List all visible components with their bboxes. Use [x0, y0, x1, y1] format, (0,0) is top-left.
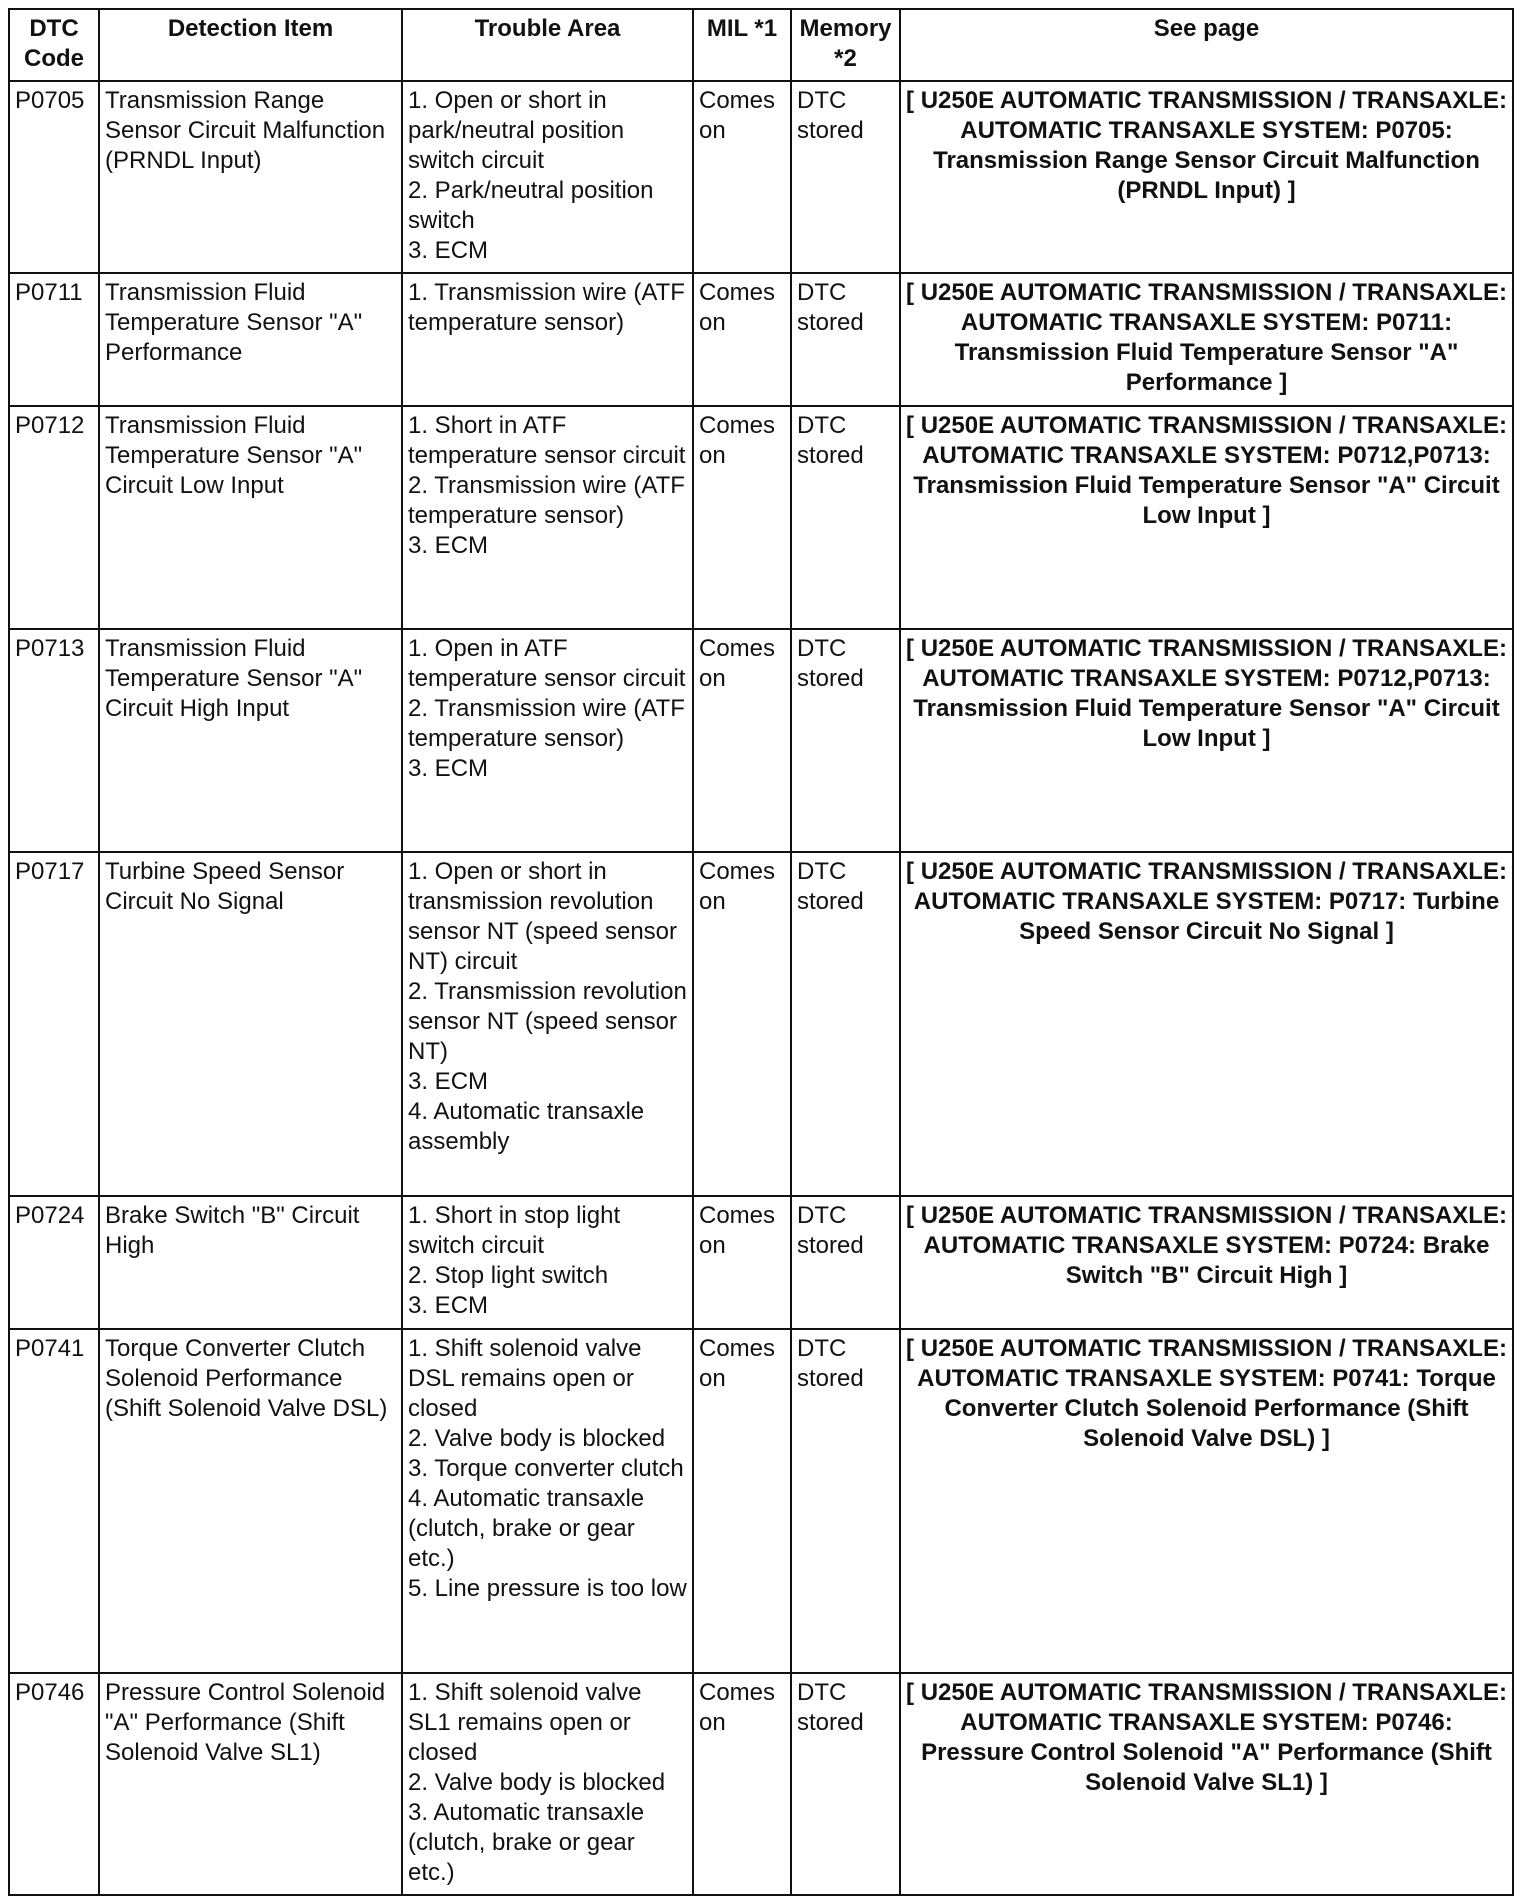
table-row	[9, 81, 1513, 273]
dtc-code-cell: P0711	[9, 273, 99, 406]
trouble-area-line: 1. Open or short in park/neutral position switch circuit	[408, 87, 625, 174]
trouble-area-cell	[402, 273, 693, 406]
trouble-area-line: 1. Open or short in transmission revolution sensor NT (speed sensor	[408, 858, 678, 945]
header-trouble-area: Trouble Area	[402, 9, 693, 81]
table-row	[9, 629, 1513, 852]
trouble-area-line: 2. Park/neutral position switch	[408, 177, 654, 234]
see-page-cell: [ U250E AUTOMATIC TRANSMISSION / TRANSAXLE: AUTOMATIC TRANSAXLE SYSTEM: P0712,P0713: Transmission Fluid Temperature Sensor "A" Circuit Low Input ]	[900, 406, 1513, 629]
detection-item-cell: Brake Switch "B" Circuit High	[99, 1196, 402, 1329]
memory-cell: DTC stored	[791, 1673, 900, 1895]
dtc-code-cell: P0712	[9, 406, 99, 629]
mil-cell: Comes on	[693, 1673, 791, 1895]
trouble-area-line: 1. Short in stop light switch circuit	[408, 1202, 621, 1259]
mil-cell: Comes on	[693, 1329, 791, 1673]
detection-item-cell: Transmission Fluid Temperature Sensor "A" Performance	[99, 273, 402, 406]
trouble-area-line: 1. Shift solenoid valve DSL remains open or closed	[408, 1335, 642, 1422]
see-page-cell: [ U250E AUTOMATIC TRANSMISSION / TRANSAXLE: AUTOMATIC TRANSAXLE SYSTEM: P0717: Turbine Speed Sensor Circuit No Signal ]	[900, 852, 1513, 1196]
header-memory-line-2: *2	[834, 45, 857, 72]
memory-cell: DTC stored	[791, 1329, 900, 1673]
trouble-area-cell	[402, 406, 693, 629]
dtc-table	[8, 8, 1514, 1896]
trouble-area-line: 3. ECM	[408, 532, 489, 559]
dtc-code-cell: P0741	[9, 1329, 99, 1673]
detection-item-cell: Pressure Control Solenoid "A" Performance (Shift Solenoid Valve SL1)	[99, 1673, 402, 1895]
trouble-area-line: NT) circuit	[408, 948, 518, 975]
table-row	[9, 1673, 1513, 1895]
trouble-area-line: 2. Transmission wire (ATF temperature sensor)	[408, 695, 685, 752]
trouble-area-line: 2. Stop light switch	[408, 1262, 609, 1289]
trouble-area-cell	[402, 629, 693, 852]
detection-item-cell: Torque Converter Clutch Solenoid Performance (Shift Solenoid Valve DSL)	[99, 1329, 402, 1673]
see-page-cell: [ U250E AUTOMATIC TRANSMISSION / TRANSAXLE: AUTOMATIC TRANSAXLE SYSTEM: P0746: Pressure Control Solenoid "A" Performance (Shift Solenoid Valve SL1) ]	[900, 1673, 1513, 1895]
memory-cell: DTC stored	[791, 273, 900, 406]
trouble-area-line: 3. ECM	[408, 237, 489, 264]
trouble-area-cell	[402, 1196, 693, 1329]
dtc-code-cell: P0724	[9, 1196, 99, 1329]
header-row	[9, 9, 1513, 81]
trouble-area-line: 4. Automatic transaxle (clutch, brake or gear etc.)	[408, 1485, 645, 1572]
see-page-cell: [ U250E AUTOMATIC TRANSMISSION / TRANSAXLE: AUTOMATIC TRANSAXLE SYSTEM: P0724: Brake Switch "B" Circuit High ]	[900, 1196, 1513, 1329]
detection-item-cell: Transmission Fluid Temperature Sensor "A" Circuit High Input	[99, 629, 402, 852]
trouble-area-line: 2. Transmission revolution sensor NT (speed sensor NT)	[408, 978, 687, 1065]
trouble-area-cell	[402, 852, 693, 1196]
header-dtc-code-line-2: Code	[24, 45, 84, 72]
see-page-cell: [ U250E AUTOMATIC TRANSMISSION / TRANSAXLE: AUTOMATIC TRANSAXLE SYSTEM: P0712,P0713: Transmission Fluid Temperature Sensor "A" Circuit Low Input ]	[900, 629, 1513, 852]
trouble-area-cell	[402, 1673, 693, 1895]
trouble-area-line: 1. Open in ATF temperature sensor circuit	[408, 635, 686, 692]
trouble-area-line: 1. Short in ATF temperature sensor circuit	[408, 412, 686, 469]
dtc-code-cell: P0713	[9, 629, 99, 852]
trouble-area-line: 3. ECM	[408, 755, 489, 782]
header-memory	[791, 9, 900, 81]
mil-cell: Comes on	[693, 81, 791, 273]
detection-item-cell: Transmission Range Sensor Circuit Malfunction (PRNDL Input)	[99, 81, 402, 273]
mil-cell: Comes on	[693, 1196, 791, 1329]
trouble-area-line: 4. Automatic transaxle assembly	[408, 1098, 645, 1155]
trouble-area-line: 3. ECM	[408, 1068, 489, 1095]
see-page-cell: [ U250E AUTOMATIC TRANSMISSION / TRANSAXLE: AUTOMATIC TRANSAXLE SYSTEM: P0741: Torque Converter Clutch Solenoid Performance (Shift Solenoid Valve DSL) ]	[900, 1329, 1513, 1673]
trouble-area-line: 5. Line pressure is too low	[408, 1575, 687, 1602]
table-row	[9, 1196, 1513, 1329]
dtc-code-cell: P0717	[9, 852, 99, 1196]
memory-cell: DTC stored	[791, 1196, 900, 1329]
trouble-area-line: 1. Shift solenoid valve SL1 remains open or closed	[408, 1679, 642, 1766]
trouble-area-cell	[402, 81, 693, 273]
memory-cell: DTC stored	[791, 852, 900, 1196]
trouble-area-line: 1. Transmission wire (ATF temperature sensor)	[408, 279, 685, 336]
table-row	[9, 852, 1513, 1196]
mil-cell: Comes on	[693, 406, 791, 629]
memory-cell: DTC stored	[791, 629, 900, 852]
memory-cell: DTC stored	[791, 406, 900, 629]
header-dtc-code-line-1: DTC	[29, 15, 79, 42]
header-mil: MIL *1	[693, 9, 791, 81]
mil-cell: Comes on	[693, 629, 791, 852]
trouble-area-line: 3. Automatic transaxle (clutch, brake or gear etc.)	[408, 1799, 645, 1886]
mil-cell: Comes on	[693, 273, 791, 406]
see-page-cell: [ U250E AUTOMATIC TRANSMISSION / TRANSAXLE: AUTOMATIC TRANSAXLE SYSTEM: P0705: Transmission Range Sensor Circuit Malfunction (PRNDL Input) ]	[900, 81, 1513, 273]
see-page-cell: [ U250E AUTOMATIC TRANSMISSION / TRANSAXLE: AUTOMATIC TRANSAXLE SYSTEM: P0711: Transmission Fluid Temperature Sensor "A" Performance ]	[900, 273, 1513, 406]
trouble-area-line: 2. Transmission wire (ATF temperature sensor)	[408, 472, 685, 529]
header-memory-line-1: Memory	[799, 15, 892, 42]
header-see-page: See page	[900, 9, 1513, 81]
detection-item-cell: Transmission Fluid Temperature Sensor "A" Circuit Low Input	[99, 406, 402, 629]
table-row	[9, 273, 1513, 406]
detection-item-cell: Turbine Speed Sensor Circuit No Signal	[99, 852, 402, 1196]
table-row	[9, 406, 1513, 629]
trouble-area-line: 3. Torque converter clutch	[408, 1455, 684, 1482]
header-dtc-code	[9, 9, 99, 81]
mil-cell: Comes on	[693, 852, 791, 1196]
table-row	[9, 1329, 1513, 1673]
dtc-code-cell: P0746	[9, 1673, 99, 1895]
dtc-code-cell: P0705	[9, 81, 99, 273]
header-detection-item: Detection Item	[99, 9, 402, 81]
trouble-area-line: 2. Valve body is blocked	[408, 1769, 666, 1796]
trouble-area-line: 3. ECM	[408, 1292, 489, 1319]
trouble-area-line: 2. Valve body is blocked	[408, 1425, 666, 1452]
memory-cell: DTC stored	[791, 81, 900, 273]
trouble-area-cell	[402, 1329, 693, 1673]
